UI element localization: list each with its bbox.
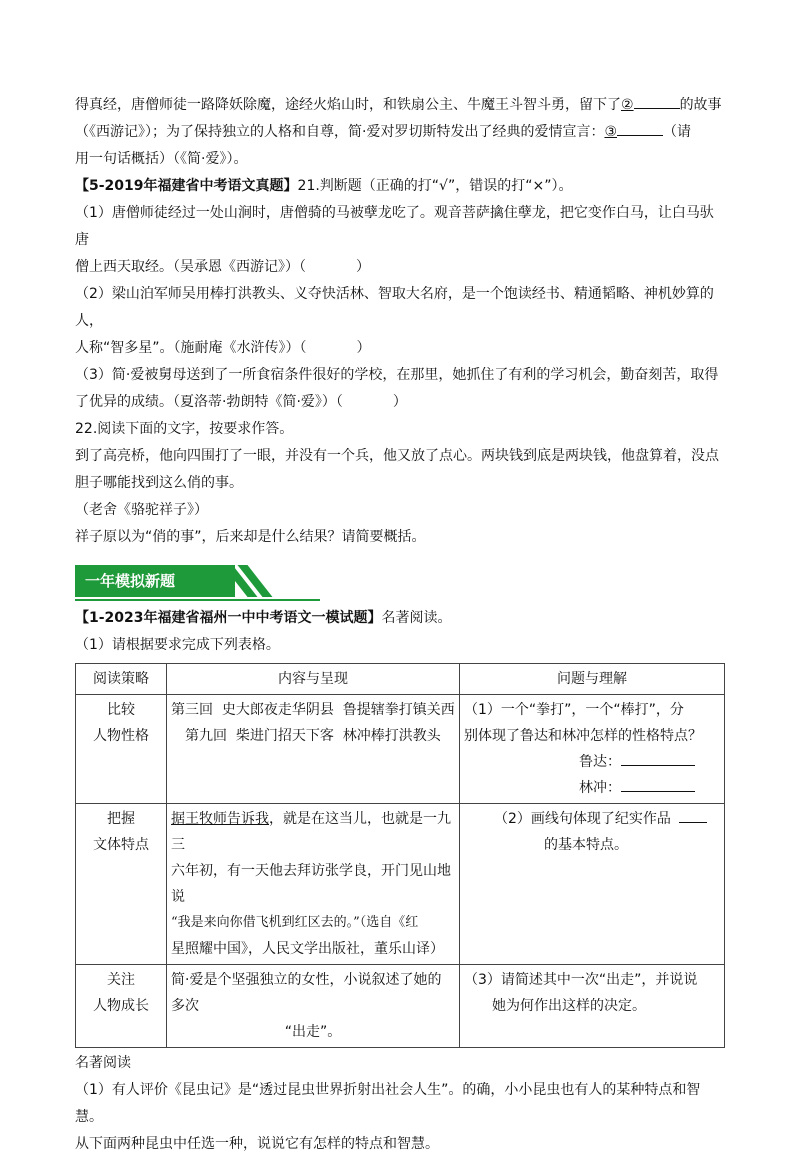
table-header-row bbox=[76, 664, 725, 695]
table-cell-question bbox=[460, 695, 725, 804]
cell-text: 别体现了鲁达和林冲怎样的性格特点？ bbox=[464, 728, 702, 744]
q2-line1: （1）有人评价《昆虫记》是“透过昆虫世界折射出社会人生”。的确，小小昆虫也有人的某种特点和智慧。 bbox=[75, 1082, 701, 1125]
cell-text: “我是来向你借飞机到红区去的。”（选自《红 bbox=[171, 915, 419, 930]
table-cell-content bbox=[167, 965, 460, 1048]
cell-text: 人物成长 bbox=[93, 998, 149, 1014]
cell-text: （2）画线句体现了纪实作品 bbox=[494, 811, 671, 827]
banner-title: 一年模拟新题 bbox=[75, 565, 235, 597]
q21-item3-line2 bbox=[75, 389, 725, 416]
cell-line bbox=[171, 806, 455, 858]
intro-text: 得真经，唐僧师徒一路降妖除魔，途经火焰山时，和铁扇公主、牛魔王斗智斗勇，留下了 bbox=[75, 97, 621, 113]
q21-item1-line1: （1）唐僧师徒经过一处山涧时，唐僧骑的马被孽龙吃了。观音菩萨擒住孽龙，把它变作白马，让白马驮唐 bbox=[75, 205, 714, 248]
cell-text: 第九回 柴进门招天下客 林冲棒打洪教头 bbox=[185, 728, 441, 744]
table-cell-strategy bbox=[76, 804, 167, 965]
cell-text: 文体特点 bbox=[93, 837, 149, 853]
q1-sub: （1）请根据要求完成下列表格。 bbox=[75, 637, 280, 653]
table-header: 阅读策略 bbox=[76, 664, 167, 695]
cell-line bbox=[464, 806, 720, 832]
table-cell-content bbox=[167, 695, 460, 804]
q22-passage-line1: 到了高亮桥，他向四围打了一眼，并没有一个兵，他又放了点心。两块钱到底是两块钱，他盘算着，没点 bbox=[75, 448, 719, 464]
document-page bbox=[75, 92, 725, 1158]
cell-text: 她为何作出这样的决定。 bbox=[492, 998, 646, 1014]
answer-blank[interactable] bbox=[621, 751, 695, 766]
table-cell-question bbox=[460, 804, 725, 965]
cell-text: 关注 bbox=[107, 972, 135, 988]
question-source: 【1-2023年福建省福州一中中考语文一模试题】 bbox=[75, 610, 382, 626]
cell-text: 鲁达： bbox=[579, 754, 621, 770]
item-text: 人称“智多星”。（施耐庵《水浒传》）（ bbox=[75, 340, 307, 356]
answer-blank[interactable] bbox=[634, 94, 680, 109]
answer-blank[interactable] bbox=[621, 777, 695, 792]
banner-underline bbox=[75, 599, 320, 601]
section-banner bbox=[75, 559, 725, 599]
table-cell-question bbox=[460, 965, 725, 1048]
item-text: 僧上西天取经。（吴承恩《西游记》）（ bbox=[75, 259, 306, 275]
q21-item2-line1: （2）梁山泊军师吴用棒打洪教头、义夺快活林、智取大名府，是一个饱读经书、精通韬略、神机妙算的人， bbox=[75, 286, 714, 329]
cell-text: “出走”。 bbox=[284, 1024, 342, 1040]
q2-line2: 从下面两种昆虫中任选一种，说说它有怎样的特点和智慧。 bbox=[75, 1136, 439, 1152]
item-text: 了优异的成绩。（夏洛蒂·勃朗特《简·爱》）（ bbox=[75, 394, 343, 410]
table-row bbox=[76, 965, 725, 1048]
reading-table bbox=[75, 663, 725, 1048]
question-stem: 21.判断题（正确的打“√”，错误的打“×”）。 bbox=[297, 178, 573, 194]
underlined-text: 据王牧师告诉我 bbox=[171, 811, 269, 827]
cell-text: ，就是在这当儿，也就是一九三 bbox=[171, 811, 451, 853]
cell-text: 星照耀中国》，人民文学出版社，董乐山译） bbox=[171, 941, 444, 957]
q21-item3-line1: （3）简·爱被舅母送到了一所食宿条件很好的学校，在那里，她抓住了有利的学习机会，勤奋刻苦，取得 bbox=[75, 367, 719, 383]
blank-number: ② bbox=[621, 97, 634, 113]
cell-text: 简·爱是个坚强独立的女性，小说叙述了她的多次 bbox=[171, 972, 442, 1014]
answer-line bbox=[464, 749, 720, 775]
intro-line-2 bbox=[75, 119, 725, 146]
cell-text: 第三回 史大郎夜走华阴县 鲁提辖拳打镇关西 bbox=[171, 702, 455, 718]
table-cell-content bbox=[167, 804, 460, 965]
cell-text: 人物性格 bbox=[93, 728, 149, 744]
cell-text: （3）请简述其中一次“出走”，并说说 bbox=[464, 972, 698, 988]
close-paren: ） bbox=[392, 394, 407, 410]
table-header: 内容与呈现 bbox=[167, 664, 460, 695]
intro-text: （请 bbox=[663, 124, 692, 140]
question-title: 名著阅读。 bbox=[381, 610, 452, 626]
q21-stem bbox=[75, 173, 725, 200]
cell-text: 林冲： bbox=[579, 780, 621, 796]
answer-line bbox=[464, 775, 720, 801]
intro-line-1 bbox=[75, 92, 725, 119]
close-paren: ） bbox=[356, 340, 371, 356]
q1-header bbox=[75, 605, 725, 632]
blank-number: ③ bbox=[604, 124, 618, 140]
q21-item2-line2 bbox=[75, 335, 725, 362]
q21-item1-line2 bbox=[75, 254, 725, 281]
cell-text: 的基本特点。 bbox=[544, 837, 628, 853]
question-source: 【5-2019年福建省中考语文真题】 bbox=[75, 178, 298, 194]
cell-text: 比较 bbox=[107, 702, 135, 718]
intro-text: （《西游记》）；为了保持独立的人格和自尊，简·爱对罗切斯特发出了经典的爱情宣言： bbox=[75, 124, 605, 140]
table-cell-strategy bbox=[76, 695, 167, 804]
answer-blank[interactable] bbox=[679, 808, 707, 823]
cell-text: 把握 bbox=[107, 811, 135, 827]
intro-line-3: 用一句话概括）（《简·爱》）。 bbox=[75, 151, 248, 167]
cell-text: 六年初，有一天他去拜访张学良，开门见山地说 bbox=[171, 863, 451, 905]
q22-passage-line2: 胆子哪能找到这么俏的事。 bbox=[75, 475, 243, 491]
table-cell-strategy bbox=[76, 965, 167, 1048]
cell-text: （1）一个“拳打”，一个“棒打”，分 bbox=[464, 702, 684, 718]
answer-blank[interactable] bbox=[617, 121, 663, 136]
q2-title: 名著阅读 bbox=[75, 1055, 131, 1071]
close-paren: ） bbox=[356, 259, 370, 275]
q22-source: （老舍《骆驼祥子》） bbox=[75, 502, 208, 518]
table-row bbox=[76, 804, 725, 965]
table-row bbox=[76, 695, 725, 804]
table-header: 问题与理解 bbox=[460, 664, 725, 695]
q22-stem: 22.阅读下面的文字，按要求作答。 bbox=[75, 421, 294, 437]
q22-question: 祥子原以为“俏的事”，后来却是什么结果？请简要概括。 bbox=[75, 529, 426, 545]
intro-text: 的故事 bbox=[679, 97, 722, 113]
